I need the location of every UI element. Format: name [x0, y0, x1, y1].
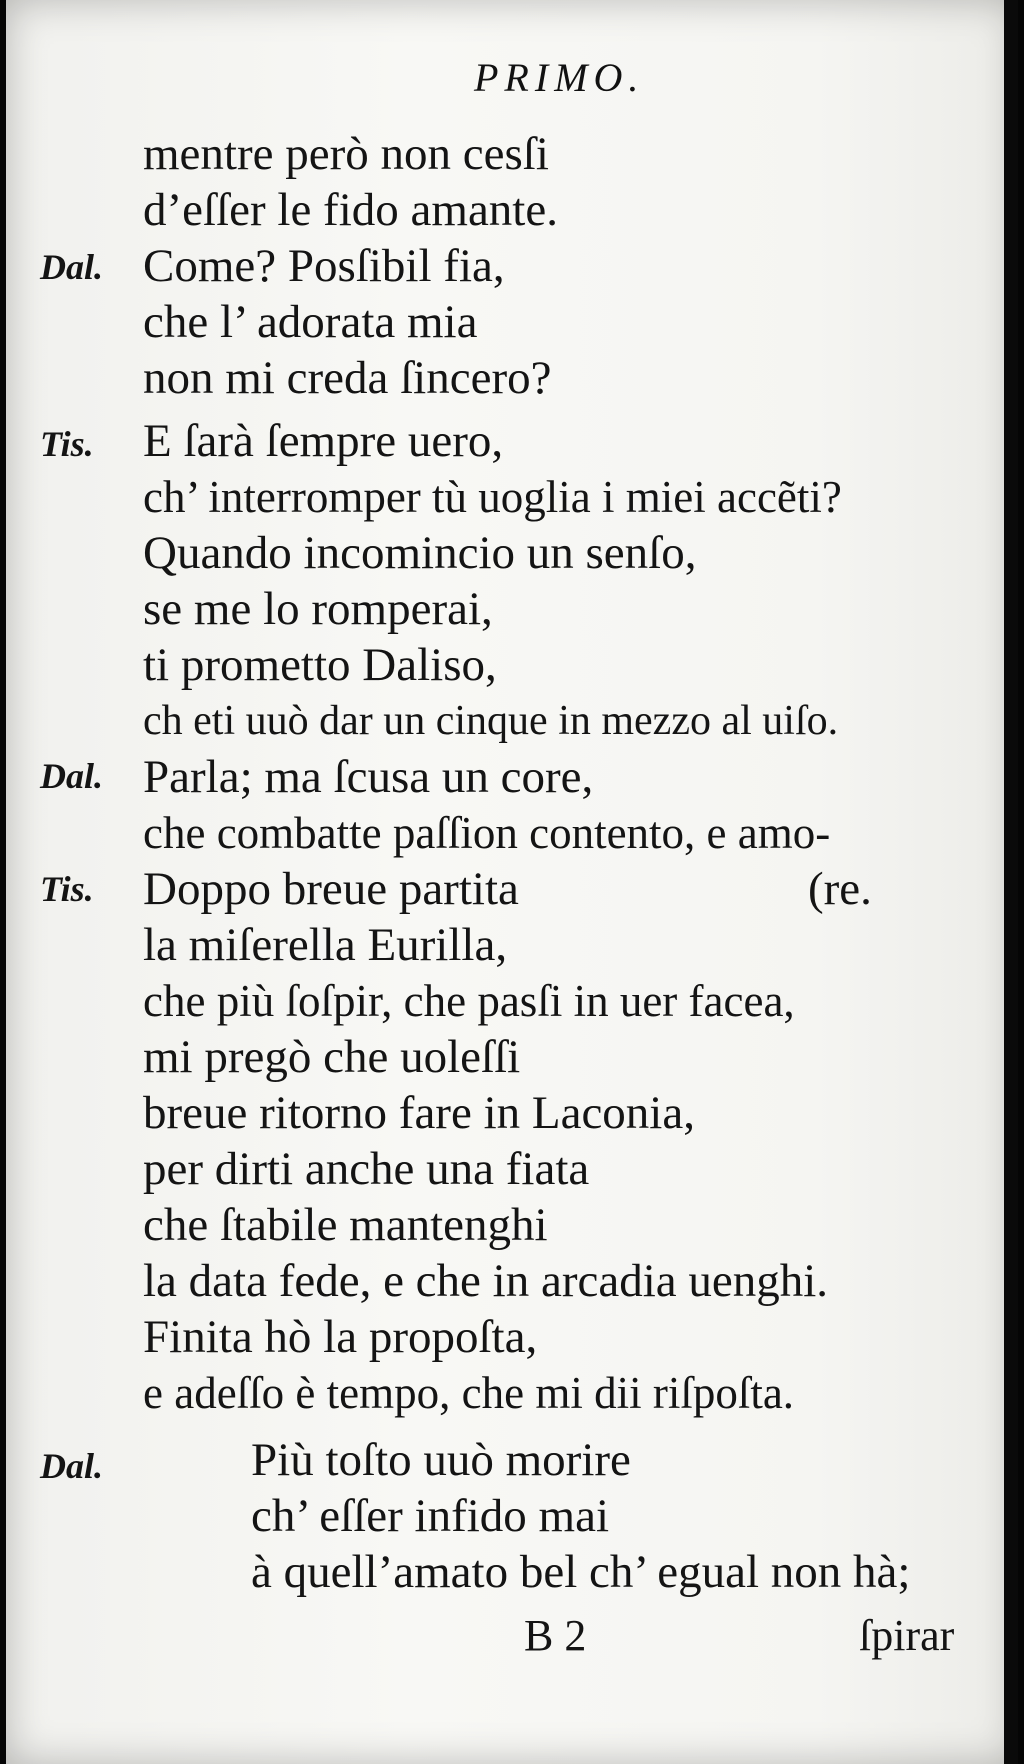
verse-line: Finita hò la propoſta, [143, 1311, 538, 1363]
verse-line: che l’ adorata mia [143, 296, 478, 348]
speaker-label: Tis. [40, 869, 94, 909]
verse-line: la data fede, e che in arcadia uenghi. [143, 1255, 829, 1307]
verse-line: Più toſto uuò morire [251, 1434, 631, 1486]
verse-line: Parla; ma ſcusa un core, [143, 751, 594, 803]
verse-line: à quell’amato bel ch’ egual non hà; [251, 1546, 911, 1598]
verse-line: d’eſſer le fido amante. [143, 184, 558, 236]
verse-line: mentre però non cesſi [143, 128, 549, 180]
verse-line: breue ritorno fare in Laconia, [143, 1087, 695, 1139]
verse-line: che combatte paſſion contento, e amo- [143, 808, 831, 858]
running-head: PRIMO. [474, 55, 645, 100]
signature-mark: B 2 [524, 1611, 587, 1660]
book-page [6, 0, 1018, 1764]
verse-line: E ſarà ſempre uero, [143, 415, 504, 467]
speaker-label: Dal. [40, 247, 103, 287]
turnover-line: (re. [808, 863, 872, 915]
verse-line: e adeſſo è tempo, che mi dii riſpoſta. [143, 1368, 795, 1418]
verse-line: che più ſoſpir, che pasſi in uer facea, [143, 976, 795, 1026]
verse-line: ti prometto Daliso, [143, 639, 497, 691]
verse-line: se me lo romperai, [143, 583, 493, 635]
verse-line: Come? Posſibil fia, [143, 240, 505, 292]
verse-line: mi pregò che uoleſſi [143, 1031, 521, 1083]
verse-line: ch’ interromper tù uoglia i miei accẽti? [143, 472, 842, 522]
verse-line: ch’ eſſer infido mai [251, 1490, 610, 1542]
verse-line: che ſtabile mantenghi [143, 1199, 548, 1251]
verse-line: Quando incomincio un senſo, [143, 527, 697, 579]
catchword: ſpirar [859, 1611, 955, 1660]
verse-line: la miſerella Eurilla, [143, 919, 508, 971]
speaker-label: Tis. [40, 424, 94, 464]
verse-line: ch eti uuò dar un cinque in mezzo al uiſo. [143, 698, 839, 744]
verse-line: Doppo breue partita [143, 863, 519, 915]
speaker-label: Dal. [40, 1446, 103, 1486]
speaker-label: Dal. [40, 756, 103, 796]
page-edge-shadow [1004, 0, 1018, 1764]
verse-line: non mi creda ſincero? [143, 352, 552, 404]
verse-line: per dirti anche una fiata [143, 1143, 590, 1195]
